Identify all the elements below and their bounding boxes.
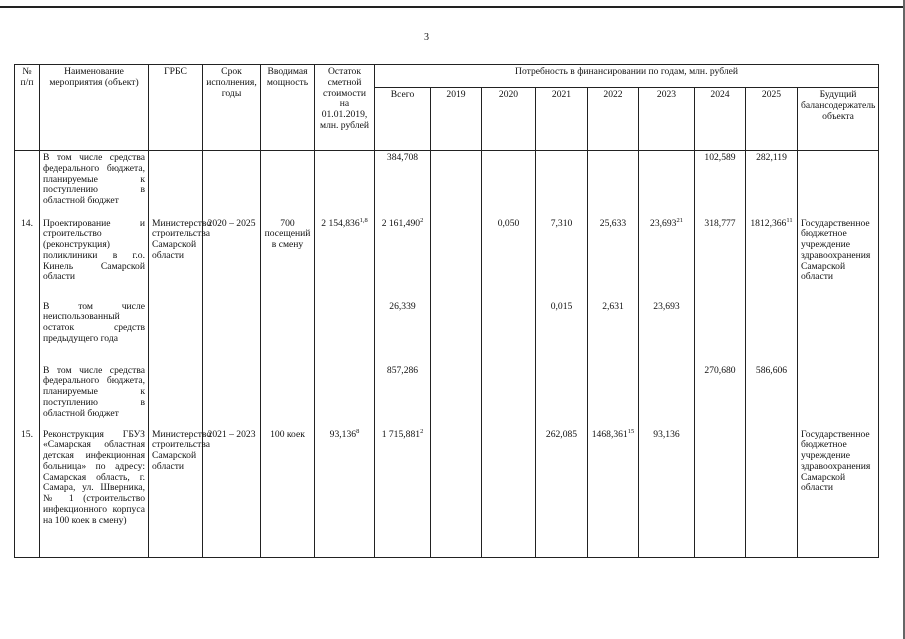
value-2025: 1812,366 bbox=[750, 217, 787, 229]
remainder-value: 2 154,836 bbox=[321, 217, 360, 229]
cell-2024: 318,777 bbox=[695, 217, 746, 300]
cell-2023 bbox=[639, 217, 695, 300]
table-row bbox=[15, 300, 879, 364]
cell-capacity: 100 коек bbox=[261, 428, 315, 558]
table-row bbox=[15, 428, 879, 558]
cell-total: 857,286 bbox=[375, 364, 431, 428]
cell-holder: Государственное бюджетное учреждение здравоохранения Самарской области bbox=[798, 428, 879, 558]
cell-num: 15. bbox=[15, 428, 40, 558]
remainder-value: 93,136 bbox=[329, 428, 357, 440]
header-2022: 2022 bbox=[588, 88, 639, 151]
cell-name: В том числе средства федерального бюджета, планируемые к поступлению в областной бюджет bbox=[40, 364, 149, 428]
cell-2023: 93,136 bbox=[639, 428, 695, 558]
cell-2022 bbox=[588, 151, 639, 217]
cell-name: Проектирование и строительство (реконструкция) поликлиники в г.о. Кинель Самарской области bbox=[40, 217, 149, 300]
cell-term bbox=[203, 364, 261, 428]
total-value: 2 161,490 bbox=[381, 217, 421, 229]
cell-total: 26,339 bbox=[375, 300, 431, 364]
cell-2022: 25,633 bbox=[588, 217, 639, 300]
cell-grbs: Министерство строительства Самарской области bbox=[149, 428, 203, 558]
page-number: 3 bbox=[424, 32, 429, 43]
cell-total: 384,708 bbox=[375, 151, 431, 217]
scan-border-top bbox=[0, 6, 905, 8]
cell-2019 bbox=[431, 364, 482, 428]
cell-holder bbox=[798, 151, 879, 217]
header-2025: 2025 bbox=[746, 88, 798, 151]
header-holder: Будущий балансодержатель объекта bbox=[798, 88, 879, 151]
cell-2023: 23,693 bbox=[639, 300, 695, 364]
cell-2020 bbox=[482, 428, 536, 558]
cell-remainder bbox=[315, 151, 375, 217]
cell-remainder bbox=[315, 428, 375, 558]
cell-2023 bbox=[639, 364, 695, 428]
cell-capacity: 700 посещений в смену bbox=[261, 217, 315, 300]
header-grbs: ГРБС bbox=[149, 65, 203, 151]
cell-remainder bbox=[315, 300, 375, 364]
cell-num bbox=[15, 151, 40, 217]
cell-num: 14. bbox=[15, 217, 40, 300]
table-row bbox=[15, 364, 879, 428]
table-row bbox=[15, 151, 879, 217]
footnote-mark: 21 bbox=[676, 216, 683, 224]
cell-grbs: Министерство строительства Самарской области bbox=[149, 217, 203, 300]
header-num: № п/п bbox=[15, 65, 40, 151]
cell-2019 bbox=[431, 151, 482, 217]
cell-name: В том числе неиспользованный остаток средств предыдущего года bbox=[40, 300, 149, 364]
cell-2025 bbox=[746, 217, 798, 300]
cell-2019 bbox=[431, 300, 482, 364]
cell-capacity bbox=[261, 364, 315, 428]
header-name: Наименование мероприятия (объект) bbox=[40, 65, 149, 151]
cell-2019 bbox=[431, 217, 482, 300]
cell-2021: 0,015 bbox=[536, 300, 588, 364]
footnote-mark: 11 bbox=[786, 216, 793, 224]
cell-capacity bbox=[261, 151, 315, 217]
footnote-mark: 2 bbox=[420, 427, 424, 435]
cell-2019 bbox=[431, 428, 482, 558]
cell-2025: 586,606 bbox=[746, 364, 798, 428]
cell-name: В том числе средства федерального бюджета, планируемые к поступлению в областной бюджет bbox=[40, 151, 149, 217]
cell-remainder bbox=[315, 217, 375, 300]
cell-2025: 282,119 bbox=[746, 151, 798, 217]
header-total: Всего bbox=[375, 88, 431, 151]
cell-2025 bbox=[746, 300, 798, 364]
value-2023: 23,693 bbox=[650, 217, 677, 229]
value-2022: 1468,361 bbox=[591, 428, 628, 440]
cell-num bbox=[15, 364, 40, 428]
cell-2022 bbox=[588, 428, 639, 558]
cell-2021: 7,310 bbox=[536, 217, 588, 300]
cell-2020 bbox=[482, 300, 536, 364]
cell-holder: Государственное бюджетное учреждение здравоохранения Самарской области bbox=[798, 217, 879, 300]
cell-remainder bbox=[315, 364, 375, 428]
header-2024: 2024 bbox=[695, 88, 746, 151]
footnote-mark: 1,8 bbox=[359, 216, 368, 224]
footnote-mark: 2 bbox=[420, 216, 424, 224]
cell-2021: 262,085 bbox=[536, 428, 588, 558]
footnote-mark: 15 bbox=[627, 427, 635, 435]
financing-table bbox=[14, 64, 879, 558]
cell-2020 bbox=[482, 364, 536, 428]
cell-2024 bbox=[695, 300, 746, 364]
cell-term: 2020 – 2025 bbox=[203, 217, 261, 300]
header-2023: 2023 bbox=[639, 88, 695, 151]
header-2020: 2020 bbox=[482, 88, 536, 151]
cell-2025 bbox=[746, 428, 798, 558]
cell-name: Реконструкция ГБУЗ «Самарская областная детская инфекционная больница» по адресу: Самарская область, г. Самара, ул. Шверника, № 1 (строительство инфекционного корпуса на 100 коек в смену) bbox=[40, 428, 149, 558]
cell-2024: 270,680 bbox=[695, 364, 746, 428]
table-row bbox=[15, 217, 879, 300]
cell-2020 bbox=[482, 151, 536, 217]
cell-term bbox=[203, 300, 261, 364]
cell-grbs bbox=[149, 151, 203, 217]
cell-term: 2021 – 2023 bbox=[203, 428, 261, 558]
cell-holder bbox=[798, 364, 879, 428]
cell-2024 bbox=[695, 428, 746, 558]
cell-2021 bbox=[536, 364, 588, 428]
cell-grbs bbox=[149, 300, 203, 364]
cell-num bbox=[15, 300, 40, 364]
cell-term bbox=[203, 151, 261, 217]
cell-capacity bbox=[261, 300, 315, 364]
cell-grbs bbox=[149, 364, 203, 428]
header-remainder: Остаток сметной стоимости на 01.01.2019, млн. рублей bbox=[315, 65, 375, 151]
header-2021: 2021 bbox=[536, 88, 588, 151]
footnote-mark: 8 bbox=[356, 427, 360, 435]
cell-2022 bbox=[588, 364, 639, 428]
cell-holder bbox=[798, 300, 879, 364]
cell-2022: 2,631 bbox=[588, 300, 639, 364]
cell-total bbox=[375, 217, 431, 300]
cell-2020: 0,050 bbox=[482, 217, 536, 300]
header-capacity: Вводимая мощность bbox=[261, 65, 315, 151]
header-2019: 2019 bbox=[431, 88, 482, 151]
total-value: 1 715,881 bbox=[381, 428, 421, 440]
header-financing: Потребность в финансировании по годам, млн. рублей bbox=[375, 65, 879, 88]
cell-total bbox=[375, 428, 431, 558]
cell-2021 bbox=[536, 151, 588, 217]
header-term: Срок исполнения, годы bbox=[203, 65, 261, 151]
cell-2023 bbox=[639, 151, 695, 217]
cell-2024: 102,589 bbox=[695, 151, 746, 217]
